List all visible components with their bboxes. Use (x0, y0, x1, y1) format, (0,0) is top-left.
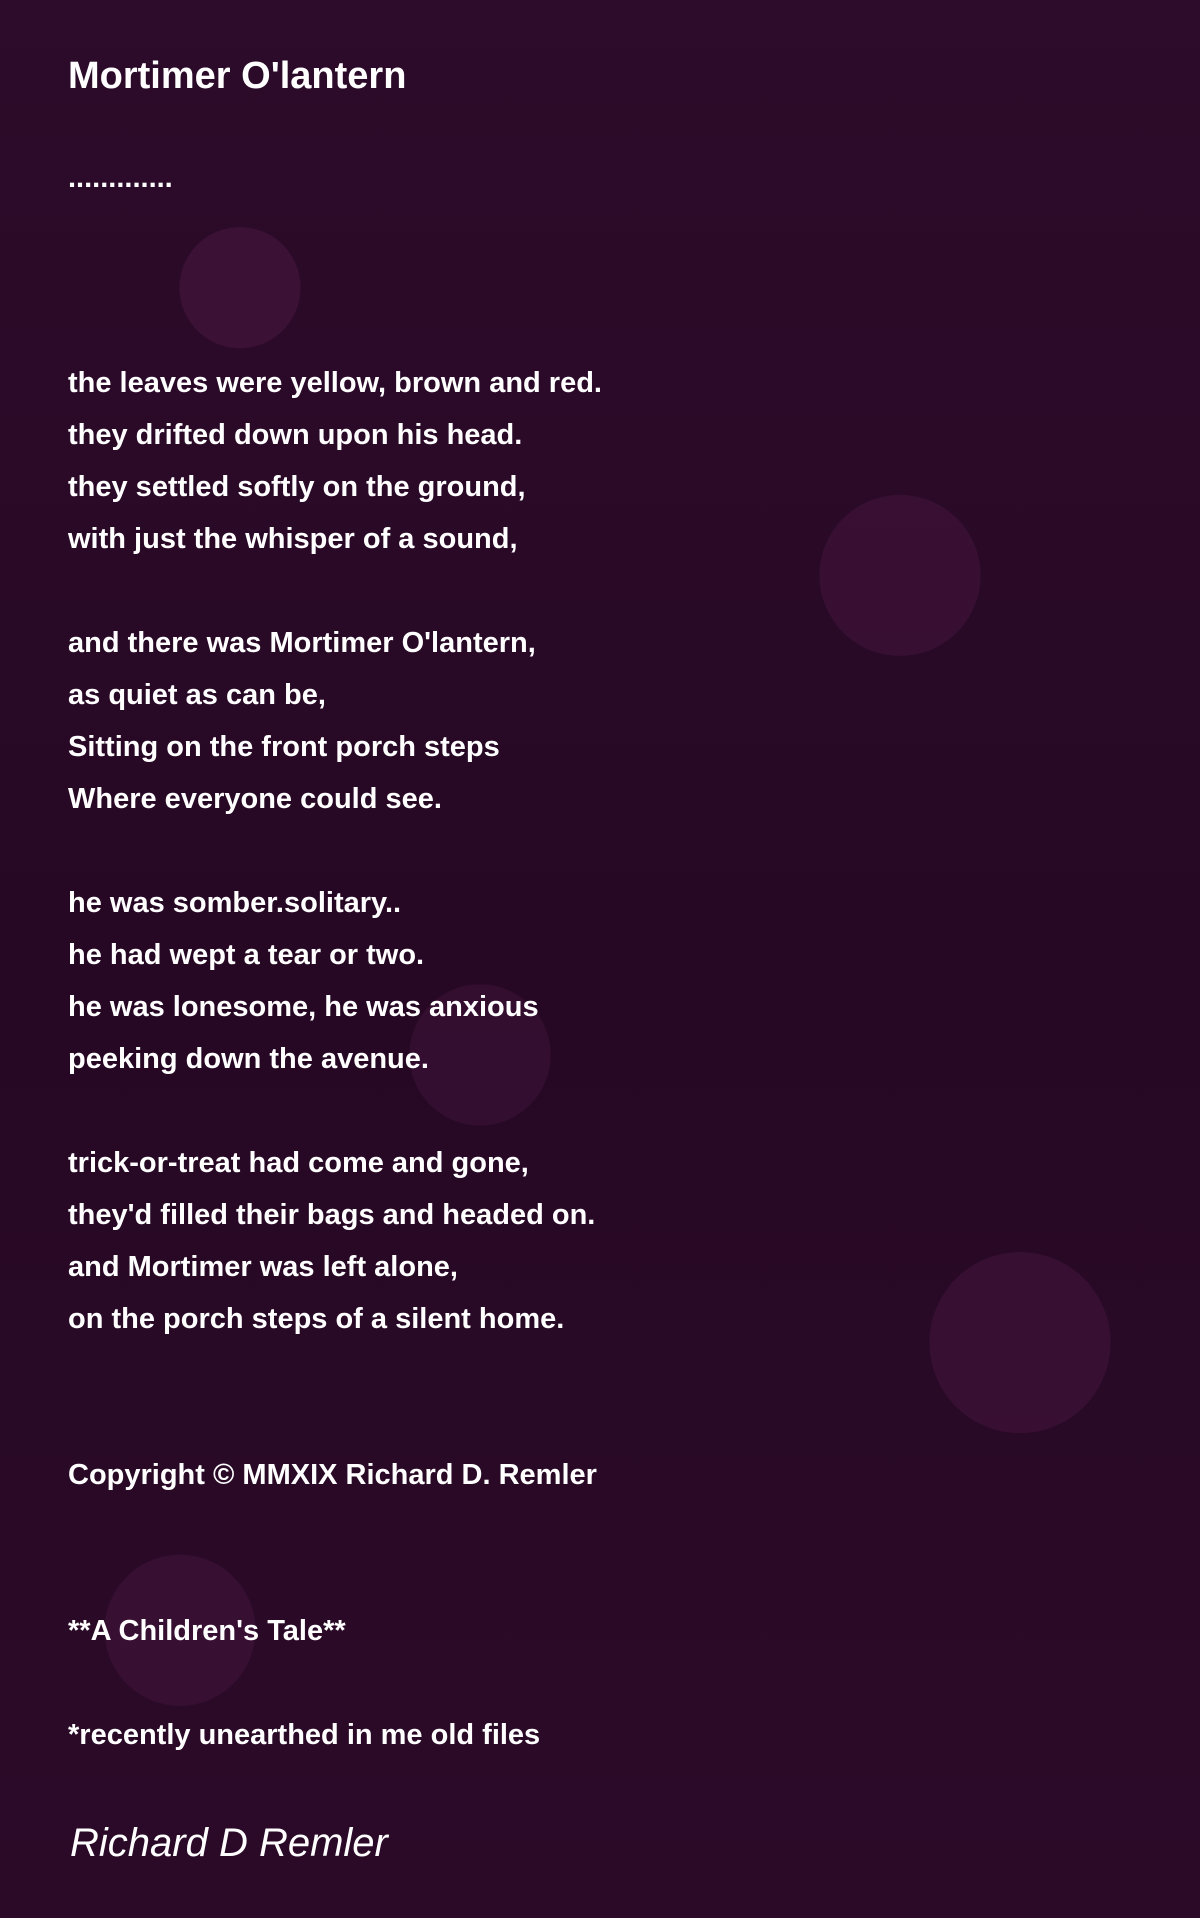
stanza-3 (68, 877, 539, 1085)
poem-line: and there was Mortimer O'lantern, (68, 627, 536, 659)
stanza-2 (68, 617, 536, 825)
poem-line: Sitting on the front porch steps (68, 731, 500, 763)
copyright-line: Copyright © MMXIX Richard D. Remler (68, 1459, 597, 1491)
tale-note: **A Children's Tale** (68, 1615, 346, 1647)
stanza-4 (68, 1137, 595, 1345)
poem-line: Where everyone could see. (68, 783, 442, 815)
poem-line: he was somber.solitary.. (68, 887, 402, 919)
author-name: Richard D Remler (70, 1821, 388, 1865)
poem-line: the leaves were yellow, brown and red. (68, 367, 602, 399)
poem-line: they drifted down upon his head. (68, 419, 523, 451)
poem-line: he was lonesome, he was anxious (68, 991, 539, 1023)
poem-line: on the porch steps of a silent home. (68, 1303, 565, 1335)
poem-line: trick-or-treat had come and gone, (68, 1147, 529, 1179)
poem-title: Mortimer O'lantern (68, 55, 407, 97)
stanza-1 (68, 357, 602, 565)
poem-line: and Mortimer was left alone, (68, 1251, 458, 1283)
poem-line: as quiet as can be, (68, 679, 326, 711)
files-note: *recently unearthed in me old files (68, 1719, 541, 1751)
ellipsis-line: ............. (68, 162, 173, 194)
poem-line: he had wept a tear or two. (68, 939, 425, 971)
poem-line: they settled softly on the ground, (68, 471, 526, 503)
poem-line: peeking down the avenue. (68, 1043, 429, 1075)
poem-line: they'd filled their bags and headed on. (68, 1199, 596, 1231)
poem-line: with just the whisper of a sound, (68, 523, 518, 555)
